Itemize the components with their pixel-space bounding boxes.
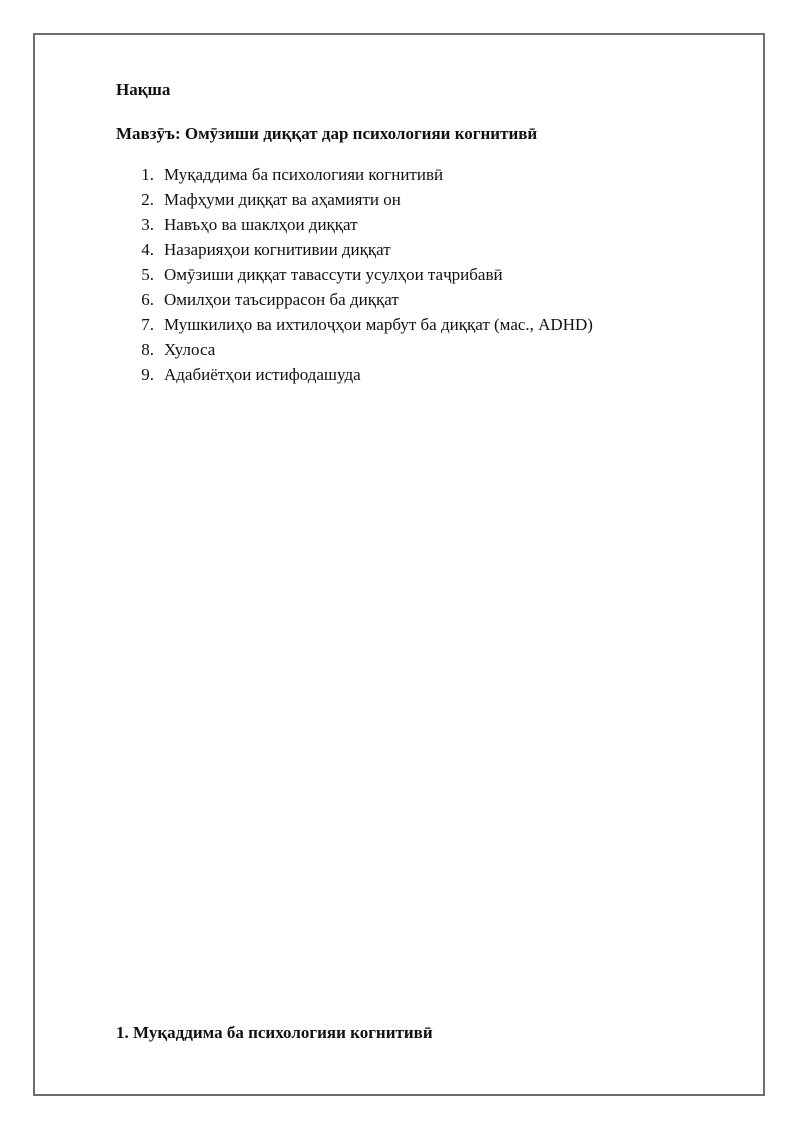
toc-item-number: 6. (141, 290, 154, 309)
toc-item-number: 3. (141, 215, 154, 234)
toc-item-label: Навъҳо ва шаклҳои диққат (164, 215, 358, 234)
toc-item-number: 2. (141, 190, 154, 209)
toc-item-number: 4. (141, 240, 154, 259)
section-heading: 1. Муқаддима ба психологияи когнитивӣ (116, 1023, 433, 1042)
toc-item-number: 8. (141, 340, 154, 359)
page-title: Нақша (116, 80, 171, 99)
toc-item-number: 9. (141, 365, 154, 384)
toc-item-label: Омилҳои таъсиррасон ба диққат (164, 290, 399, 309)
toc-item-number: 7. (141, 315, 154, 334)
toc-item-label: Омӯзиши диққат тавассути усулҳои таҷрибавӣ (164, 265, 503, 284)
toc-item-number: 1. (141, 165, 154, 184)
document-page (33, 33, 765, 1096)
toc-item-number: 5. (141, 265, 154, 284)
toc-item-label: Хулоса (164, 340, 216, 359)
document-topic: Мавзӯъ: Омӯзиши диққат дар психологияи когнитивӣ (116, 124, 538, 143)
toc-item-label: Мушкилиҳо ва ихтилоҷҳои марбут ба диққат (мас., ADHD) (164, 315, 593, 334)
toc-item-label: Мафҳуми диққат ва аҳамияти он (164, 190, 401, 209)
toc-item-label: Адабиётҳои истифодашуда (164, 365, 361, 384)
toc-item-label: Назарияҳои когнитивии диққат (164, 240, 391, 259)
toc-item-label: Муқаддима ба психологияи когнитивӣ (164, 165, 444, 184)
